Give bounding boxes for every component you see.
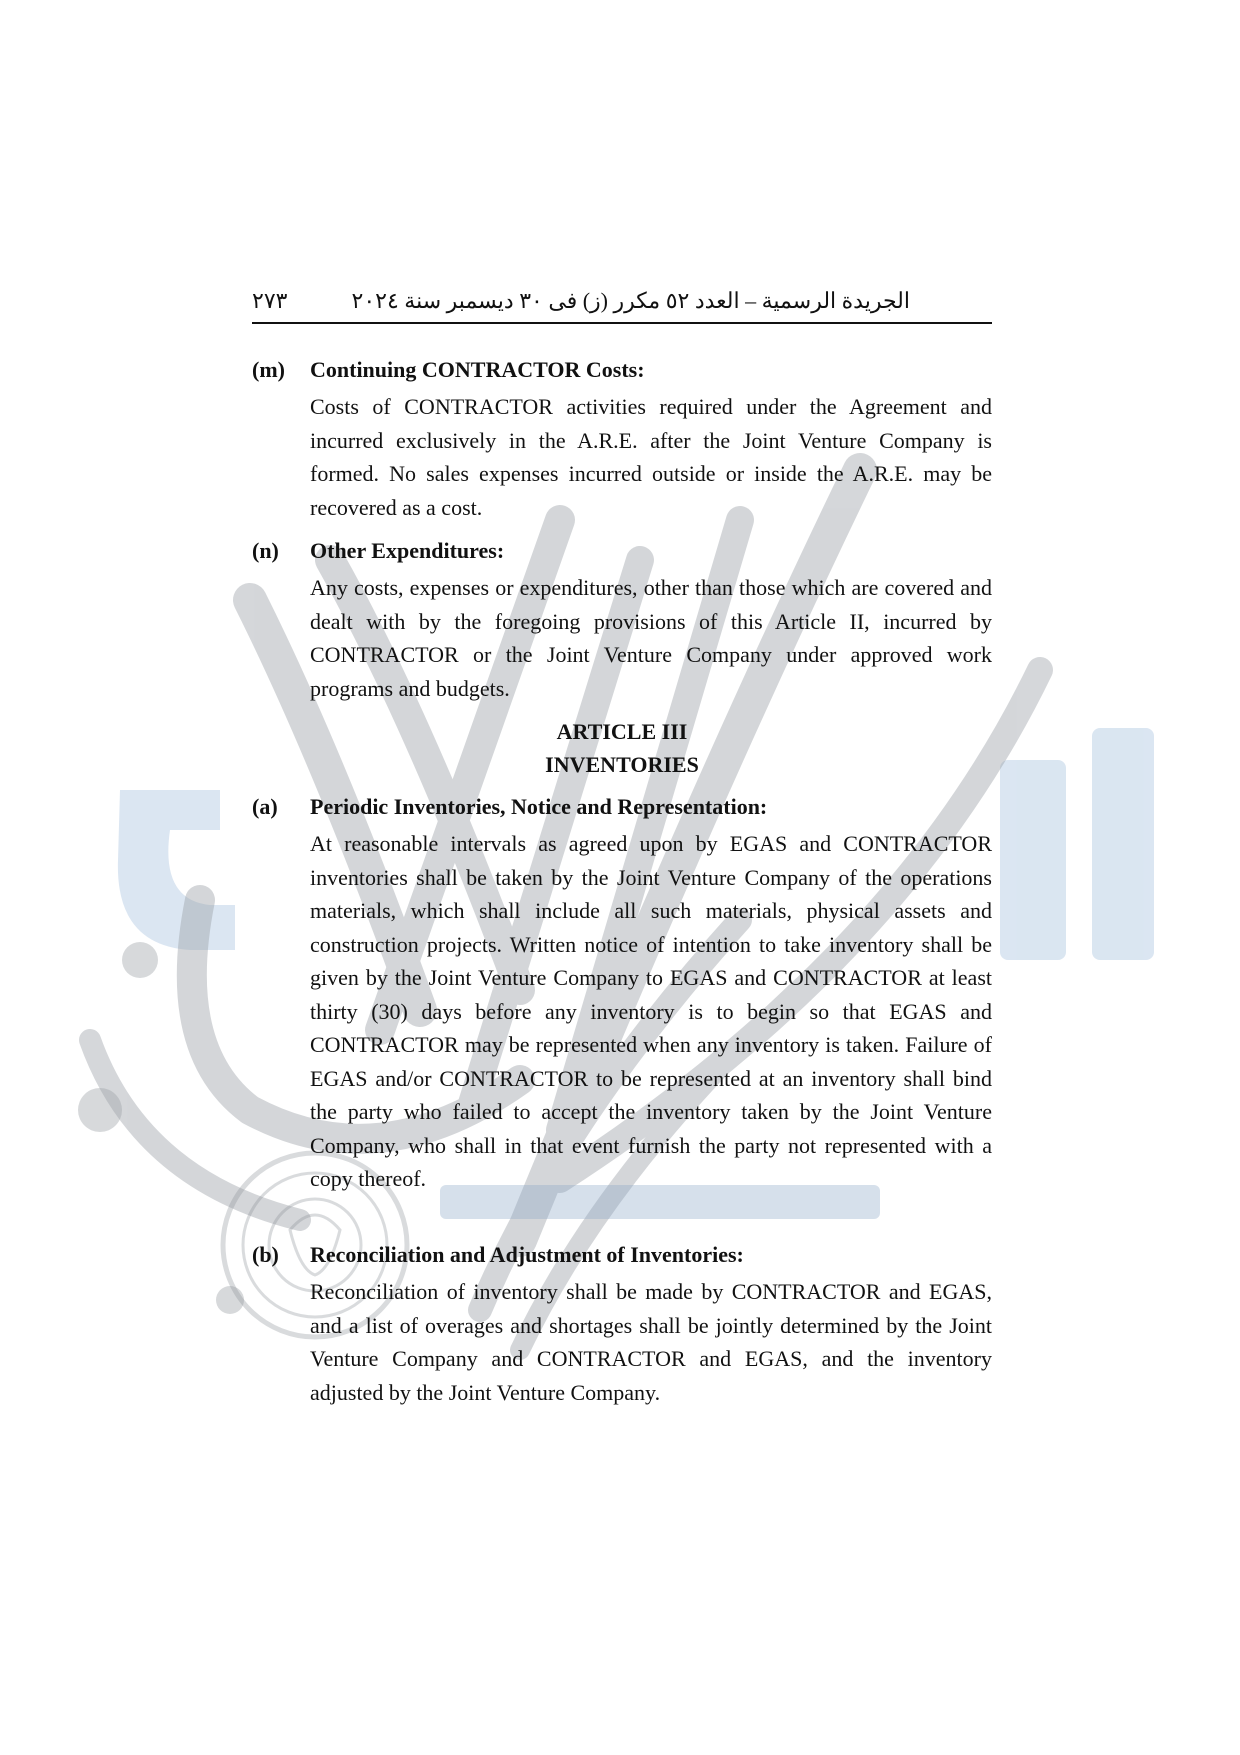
section-body: At reasonable intervals as agreed upon by EGAS and CONTRACTOR inventories shall be taken by the Joint Venture Company of the operations materials, which shall include all such materials, physical assets and construction projects. Written notice of intention to take inventory shall be given by the Joint Venture Company to EGAS and CONTRACTOR at least thirty (30) days before any inventory is to begin so that EGAS and CONTRACTOR may be represented when any inventory is taken. Failure of EGAS and/or CONTRACTOR to be represented at an inventory shall bind the party who failed to accept the inventory taken by the Joint Venture Company, who shall in that event furnish the party not represented with a copy thereof. (310, 831, 992, 1191)
running-header (252, 282, 992, 324)
article-number: ARTICLE III (556, 719, 688, 744)
section-body: Reconciliation of inventory shall be made by CONTRACTOR and EGAS, and a list of overages and shortages shall be jointly determined by the Joint Venture Company and CONTRACTOR and EGAS, and the inventory adjusted by the Joint Venture Company. (310, 1279, 992, 1405)
section-body: Costs of CONTRACTOR activities required under the Agreement and incurred exclusively in the A.R.E. after the Joint Venture Company is formed. No sales expenses incurred outside or inside the A.R.E. may be recovered as a cost. (310, 394, 992, 520)
section-heading: Reconciliation and Adjustment of Inventories: (310, 1242, 744, 1267)
section-heading: Periodic Inventories, Notice and Representation: (310, 794, 768, 819)
section-label: (b) (252, 1242, 279, 1267)
section-label: (a) (252, 794, 278, 819)
article-heading (252, 715, 992, 781)
section-heading: Continuing CONTRACTOR Costs: (310, 357, 645, 382)
page-number: ٢٧٣ (252, 288, 288, 313)
gazette-title: الجريدة الرسمية – العدد ٥٢ مكرر (ز) فى ٣٠ ديسمبر سنة ٢٠٢٤ (351, 288, 910, 313)
section-body: Any costs, expenses or expenditures, other than those which are covered and dealt with by the foregoing provisions of this Article II, incurred by CONTRACTOR or the Joint Venture Company under approved work programs and budgets. (310, 575, 992, 701)
section-heading: Other Expenditures: (310, 538, 505, 563)
section-label: (n) (252, 538, 279, 563)
article-title: INVENTORIES (545, 752, 699, 777)
section-label: (m) (252, 357, 285, 382)
